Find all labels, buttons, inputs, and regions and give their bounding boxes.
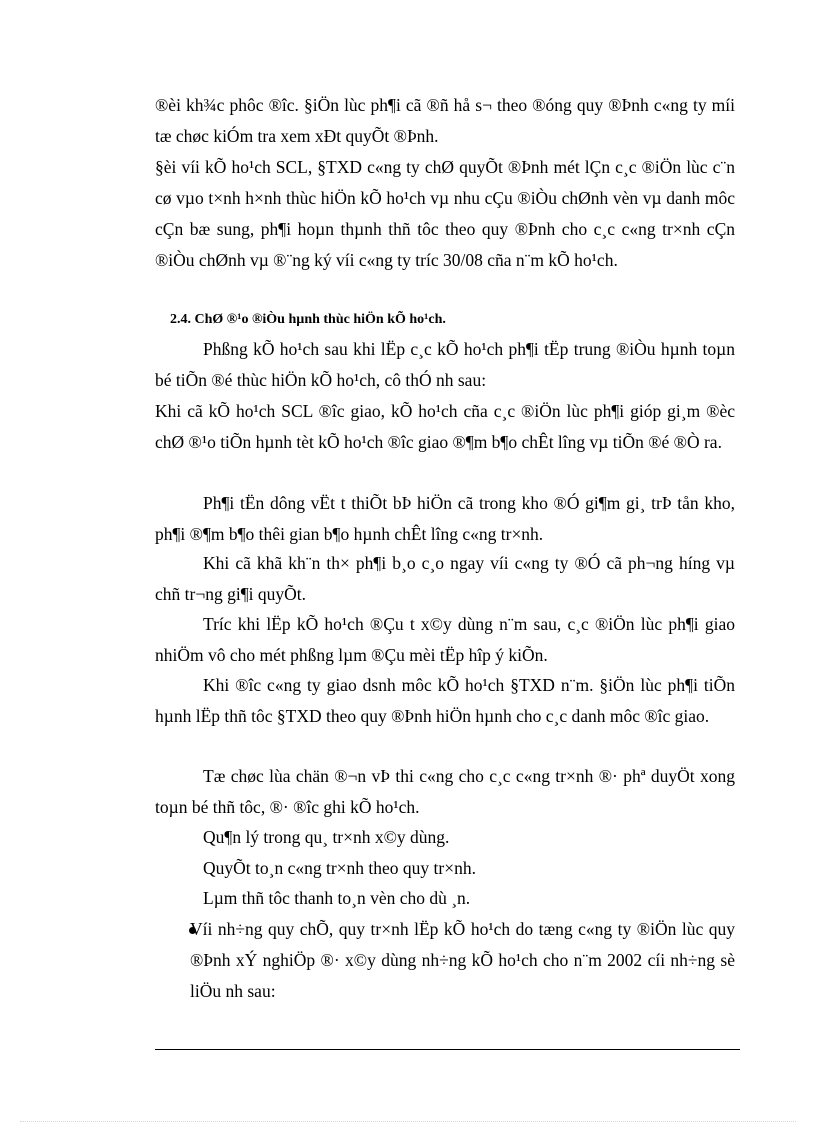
paragraph-7: Tríc khi lËp kÕ ho¹ch ®Çu t x©y dùng n¨m sau, c¸c ®iÖn lùc ph¶i giao nhiÖm vô cho mét phßng lµm ®Çu mèi tËp hîp ý kiÕn.: [155, 614, 735, 665]
footer-rule: [155, 1049, 740, 1050]
paragraph-8: Khi ®îc c«ng ty giao dsnh môc kÕ ho¹ch §TXD n¨m. §iÖn lùc ph¶i tiÕn hµnh lËp thñ tôc §TXD theo quy ®Þnh hiÖn hµnh cho c¸c danh môc ®îc giao.: [155, 675, 735, 726]
paragraph-9: Tæ chøc lùa chän ®¬n vÞ thi c«ng cho c¸c c«ng tr×nh ®· phª duyÖt xong toµn bé thñ tôc, ®· ®îc ghi kÕ ho¹ch.: [155, 766, 735, 817]
paragraph-12: Lµm thñ tôc thanh to¸n vèn cho dù ¸n.: [203, 888, 471, 908]
paragraph-3: Phßng kÕ ho¹ch sau khi lËp c¸c kÕ ho¹ch ph¶i tËp trung ®iÒu hµnh toµn bé tiÕn ®é thùc hiÖn kÕ ho¹ch, cô thÓ nh sau:: [155, 339, 735, 390]
section-heading: 2.4. ChØ ®¹o ®iÒu hµnh thùc hiÖn kÕ ho¹ch.: [170, 312, 446, 327]
paragraph-5: Ph¶i tËn dông vËt t thiÕt bÞ hiÖn cã trong kho ®Ó gi¶m gi¸ trÞ tån kho, ph¶i ®¶m b¶o thêi gian b¶o hµnh chÊt lîng c«ng tr×nh.: [155, 493, 735, 544]
paragraph-4: Khi cã kÕ ho¹ch SCL ®îc giao, kÕ ho¹ch cña c¸c ®iÖn lùc ph¶i gióp gi¸m ®èc chØ ®¹o tiÕn hµnh tèt kÕ ho¹ch ®îc giao ®¶m b¶o chÊt lîng vµ tiÕn ®é ®Ò ra.: [155, 401, 735, 452]
paragraph-1: ®èi kh¾c phôc ®îc. §iÖn lùc ph¶i cã ®ñ hå s¬ theo ®óng quy ®Þnh c«ng ty míi tæ chøc kiÓm tra xem xÐt quyÕt ®Þnh.: [155, 95, 735, 146]
page-bottom-edge: [20, 1121, 796, 1122]
paragraph-2: §èi víi kÕ ho¹ch SCL, §TXD c«ng ty chØ quyÕt ®Þnh mét lÇn c¸c ®iÖn lùc c¨n cø vµo t×nh h×nh thùc hiÖn kÕ ho¹ch vµ nhu cÇu ®iÒu chØnh vèn vµ danh môc cÇn bæ sung, ph¶i hoµn thµnh thñ tôc theo quy ®Þnh cho c¸c c«ng tr×nh cÇn ®iÒu chØnh vµ ®¨ng ký víi c«ng ty tríc 30/08 cña n¨m kÕ ho¹ch.: [155, 157, 735, 270]
paragraph-11: QuyÕt to¸n c«ng tr×nh theo quy tr×nh.: [203, 858, 476, 878]
bullet-text: Víi nh÷ng quy chÕ, quy tr×nh lËp kÕ ho¹ch do tæng c«ng ty ®iÖn lùc quy ®Þnh xÝ nghiÖp ®· x©y dùng nh÷ng kÕ ho¹ch cho n¨m 2002 cíi nh÷ng sè liÖu nh sau:: [190, 919, 735, 1001]
paragraph-6: Khi cã khã kh¨n th× ph¶i b¸o c¸o ngay víi c«ng ty ®Ó cã ph¬ng híng vµ chñ tr¬ng gi¶i quyÕt.: [155, 553, 735, 604]
paragraph-10: Qu¶n lý trong qu¸ tr×nh x©y dùng.: [203, 827, 450, 847]
